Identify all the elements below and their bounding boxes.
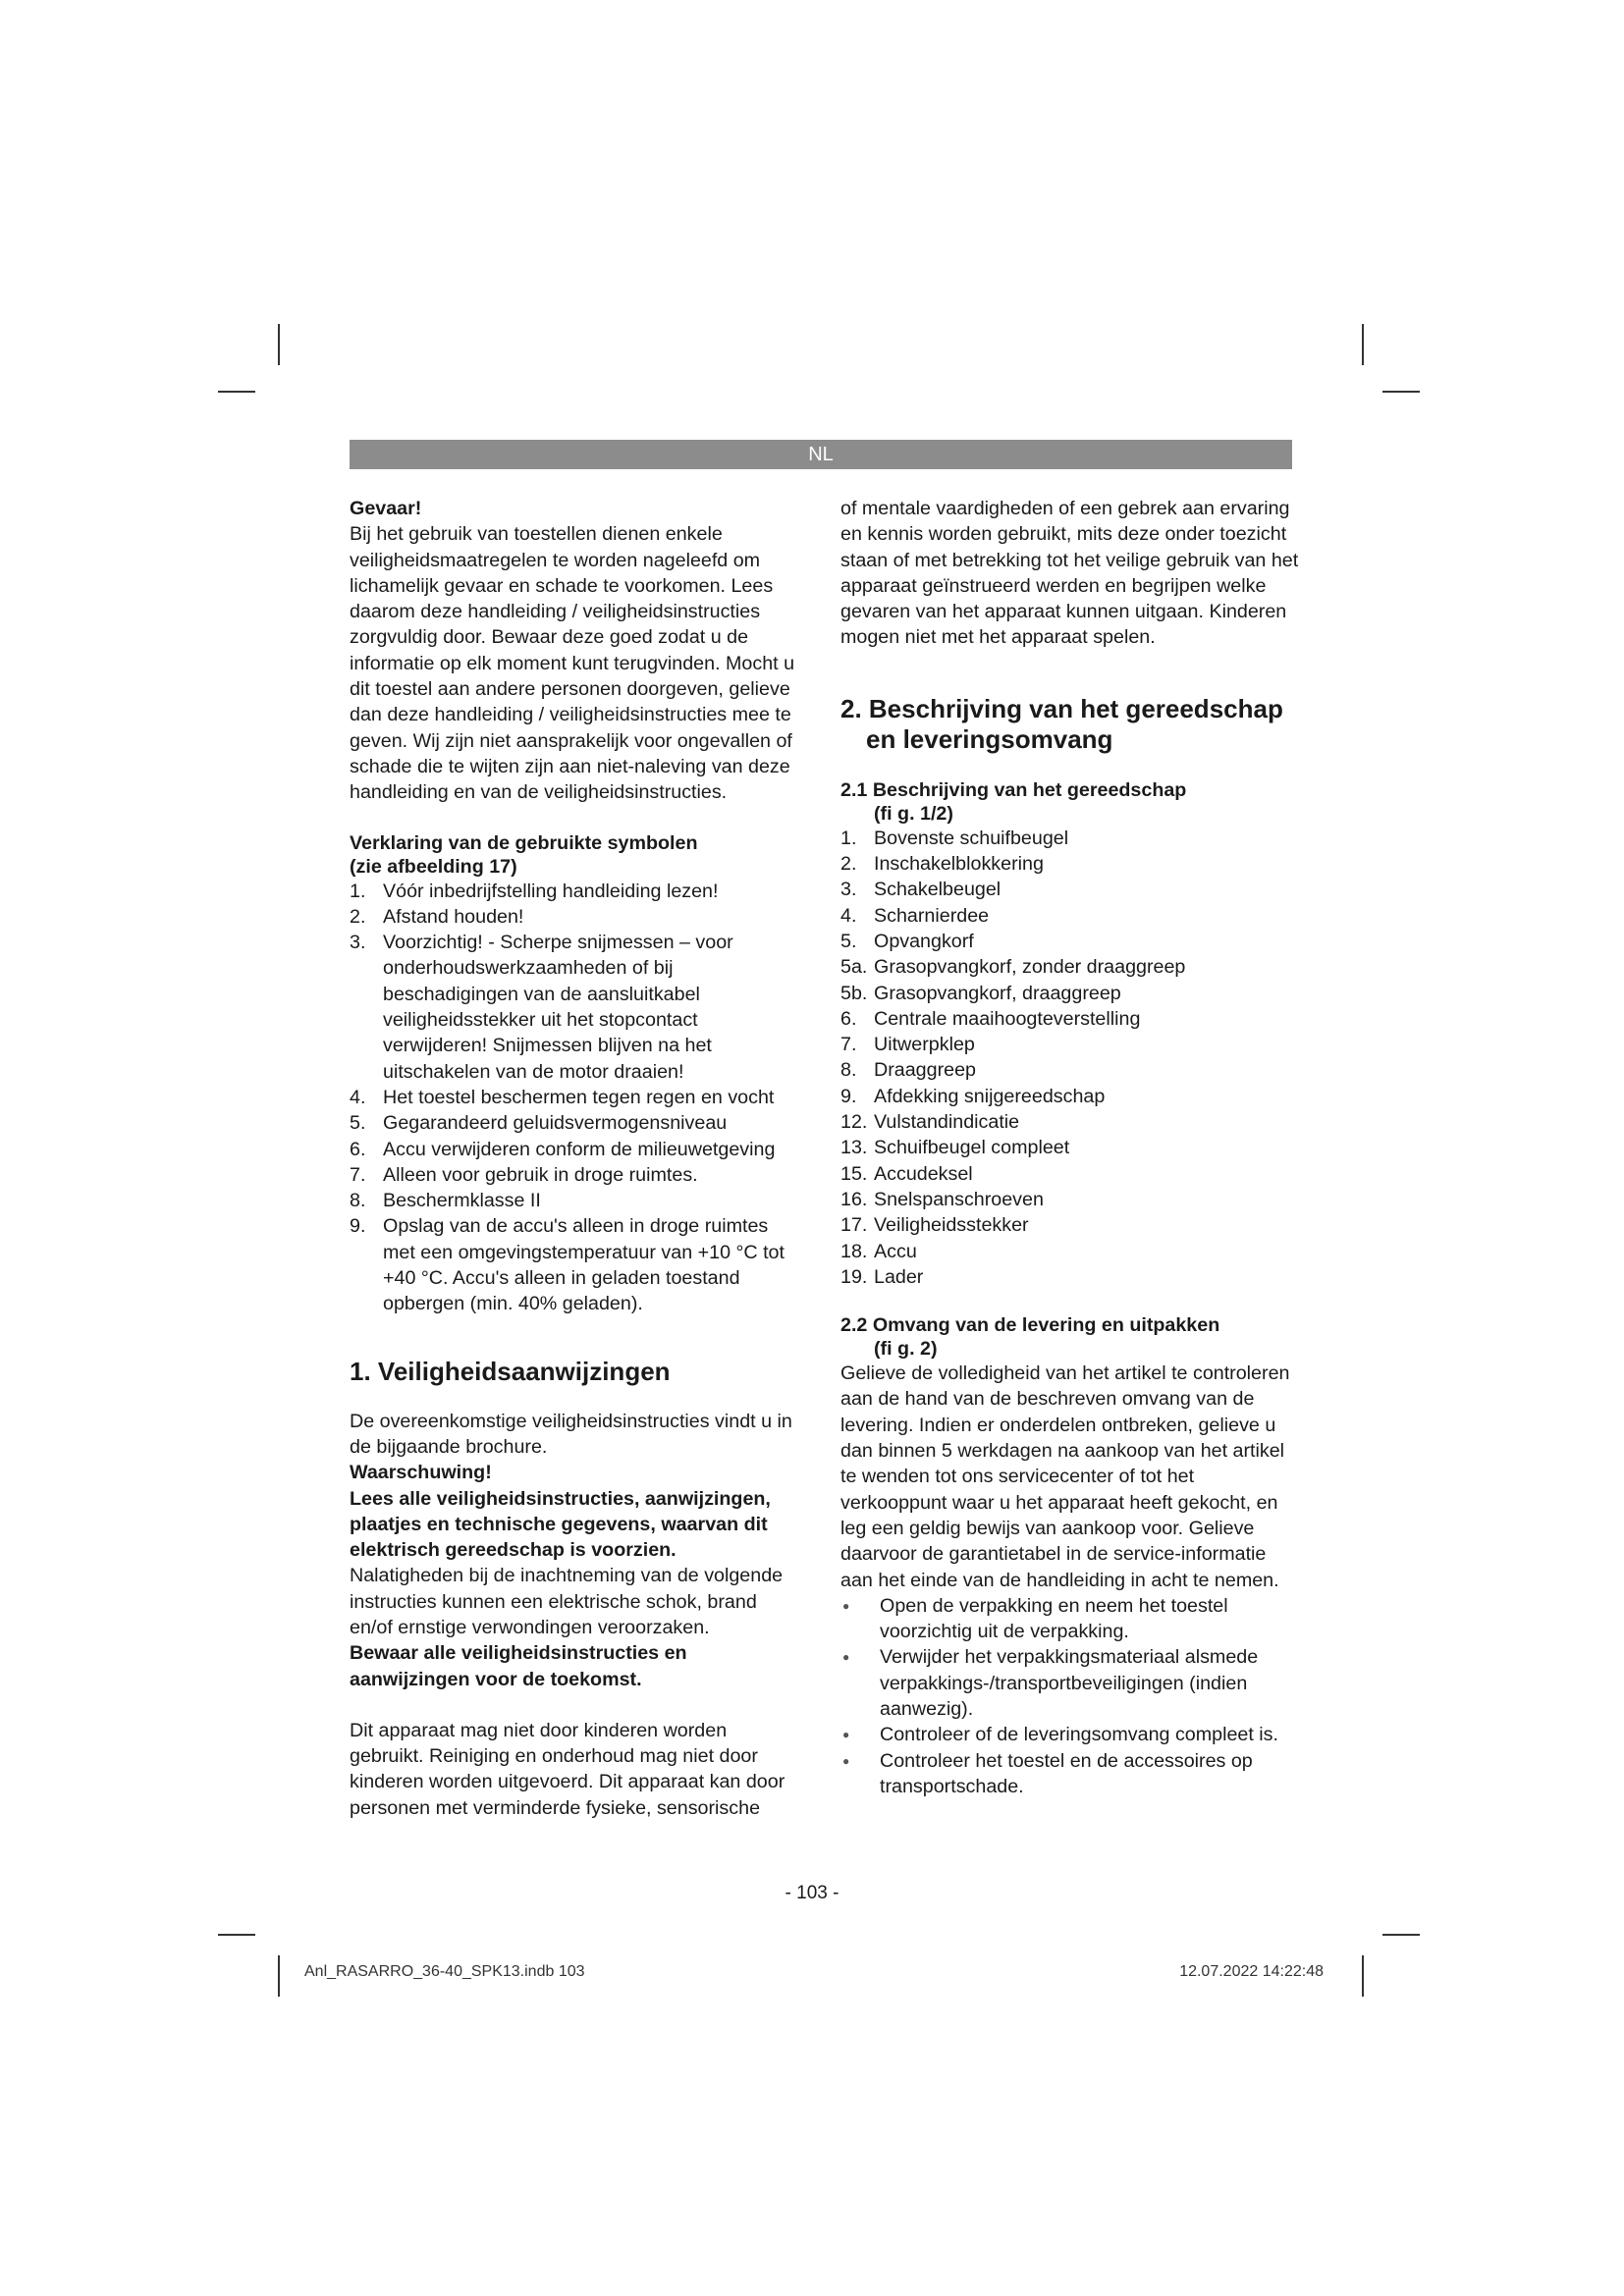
list-item: 15. Accudeksel [840,1162,973,1185]
list-item: 5b. Grasopvangkorf, draaggreep [840,982,1121,1004]
s21-title [840,778,1302,826]
s22-title-line1: 2.2 Omvang van de levering en uitpakken [840,1314,1220,1337]
symbols-title [350,831,801,879]
list-item: 8. Draaggreep [840,1059,976,1082]
s22-title [840,1313,1302,1361]
crop-mark [218,1934,255,1936]
list-item: 13. Schuifbeugel compleet [840,1137,1070,1159]
list-item: 9. Opslag van de accu's alleen in droge ruimtes met een omgevingstemperatuur van +10 °C tot +40 °C. Accu's alleen in geladen toestand opbergen (min. 40% geladen). [350,1215,785,1315]
s22-text: Gelieve de volledigheid van het artikel te controleren aan de hand van de beschreven omvang van de levering. Indien er onderdelen ontbreken, gelieve u dan binnen 5 werkdagen na aankoop van het artikel te wenden tot ons servicecenter of tot het verkooppunt waar u het apparaat heeft gekocht, en leg een geldig bewijs van aankoop voor. Gelieve daarvoor de garantietabel in de service-informatie aan het einde van de handleiding in acht te nemen. [840,1362,1290,1591]
list-item: ● Controleer of de leveringsomvang compleet is. [840,1722,1302,1747]
footer-datetime: 12.07.2022 14:22:48 [1179,1963,1324,1980]
bullet-icon: ● [842,1598,850,1613]
bullet-icon: ● [842,1650,850,1665]
list-item: ● Controleer het toestel en de accessoires op transportschade. [840,1748,1302,1800]
warning-bold: Lees alle veiligheidsinstructies, aanwijzingen, plaatjes en technische gegevens, waarvan dit elektrisch gereedschap is voorzien. [350,1487,771,1562]
list-item: 7. Uitwerpklep [840,1034,975,1056]
s22-title-line2: (fi g. 2) [874,1338,938,1361]
list-item: 12. Vulstandindicatie [840,1111,1020,1134]
crop-mark [1362,1955,1364,1997]
section2-title-line2: en leveringsomvang [866,723,1113,754]
symbols-title-line2: (zie afbeelding 17) [350,855,517,878]
crop-mark [1382,391,1420,393]
list-item: 9. Afdekking snijgereedschap [840,1085,1106,1107]
section2-title [840,694,1302,755]
section2-title-line1: 2. Beschrijving van het gereedschap [840,693,1283,723]
page-number: - 103 - [785,1883,839,1903]
crop-mark [278,1955,280,1997]
footer-file: Anl_RASARRO_36-40_SPK13.indb 103 [304,1963,585,1980]
list-item: 6. Accu verwijderen conform de milieuwetgeving [350,1138,776,1160]
list-item: 16. Snelspanschroeven [840,1188,1044,1210]
crop-mark [278,324,280,365]
list-item: 5a. Grasopvangkorf, zonder draaggreep [840,956,1186,979]
list-item: 1. Bovenste schuifbeugel [840,827,1069,849]
left-column [350,496,801,1821]
list-item: 3. Schakelbeugel [840,879,1001,901]
list-item: 2. Afstand houden! [350,905,524,928]
parts-list [840,826,1302,1290]
list-item: 19. Lader [840,1265,924,1288]
list-item: 3. Voorzichtig! - Scherpe snijmessen – voor onderhoudswerkzaamheden of bij beschadigingen van de aansluitkabel veiligheidsstekker uit het stopcontact verwijderen! Snijmessen blijven na het uitschakelen van de motor draaien! [350,932,733,1083]
list-item: 5. Opvangkorf [840,930,974,952]
bullet-icon: ● [842,1728,850,1742]
symbols-title-line1: Verklaring van de gebruikte symbolen [350,831,698,854]
warning-keep: Bewaar alle veiligheidsinstructies en aanwijzingen voor de toekomst. [350,1642,687,1690]
gevaar-title: Gevaar! [350,498,422,519]
list-item: 5. Gegarandeerd geluidsvermogensniveau [350,1112,728,1135]
list-item: 8. Beschermklasse II [350,1190,541,1212]
crop-mark [1362,324,1364,365]
warning-title: Waarschuwing! [350,1462,492,1484]
right-column [840,496,1302,1799]
list-item: ● Verwijder het verpakkingsmateriaal alsmede verpakkings-/transportbeveiligingen (indien aanwezig). [840,1644,1302,1722]
crop-mark [1382,1934,1420,1936]
list-item: 1. Vóór inbedrijfstelling handleiding lezen! [350,880,719,902]
children-text-continued: of mentale vaardigheden of een gebrek aan ervaring en kennis worden gebruikt, mits deze onder toezicht staan of met betrekking tot het veilige gebruik van het apparaat geïnstrueerd werden en begrijpen welke gevaren van het apparaat kunnen uitgaan. Kinderen mogen niet met het apparaat spelen. [840,498,1299,649]
s21-title-line2: (fi g. 1/2) [874,802,953,825]
language-header: NL [350,440,1292,469]
unpack-steps [840,1593,1302,1799]
list-item: 7. Alleen voor gebruik in droge ruimtes. [350,1163,698,1186]
s21-title-line1: 2.1 Beschrijving van het gereedschap [840,778,1187,801]
list-item: ● Open de verpakking en neem het toestel voorzichtig uit de verpakking. [840,1593,1302,1645]
warning-text: Nalatigheden bij de inachtneming van de volgende instructies kunnen een elektrische schok, brand en/of ernstige verwondingen veroorzaken. [350,1565,784,1638]
list-item: 2. Inschakelblokkering [840,853,1044,876]
list-item: 17. Veiligheidsstekker [840,1214,1029,1237]
list-item: 4. Het toestel beschermen tegen regen en vocht [350,1086,775,1108]
list-item: 6. Centrale maaihoogteverstelling [840,1007,1141,1030]
section1-title: 1. Veiligheidsaanwijzingen [350,1356,671,1386]
list-item: 4. Scharnierdee [840,904,990,927]
children-text: Dit apparaat mag niet door kinderen worden gebruikt. Reiniging en onderhoud mag niet door kinderen worden uitgevoerd. Dit apparaat kan door personen met verminderde fysieke, sensorische [350,1719,785,1819]
symbols-list [350,879,801,1317]
crop-mark [218,391,255,393]
bullet-icon: ● [842,1753,850,1768]
gevaar-text: Bij het gebruik van toestellen dienen enkele veiligheidsmaatregelen te worden nageleefd om lichamelijk gevaar en schade te voorkomen. Lees daarom deze handleiding / veiligheidsinstructies zorgvuldig door. Bewaar deze goed zodat u de informatie op elk moment kunt terugvinden. Mocht u dit toestel aan andere personen doorgeven, gelieve dan deze handleiding / veiligheidsinstructies mee te geven. Wij zijn niet aansprakelijk voor ongevallen of schade die te wijten zijn aan niet-naleving van deze handleiding en van de veiligheidsinstructies. [350,523,795,804]
section1-intro: De overeenkomstige veiligheidsinstructies vindt u in de bijgaande brochure. [350,1410,792,1458]
list-item: 18. Accu [840,1240,917,1262]
